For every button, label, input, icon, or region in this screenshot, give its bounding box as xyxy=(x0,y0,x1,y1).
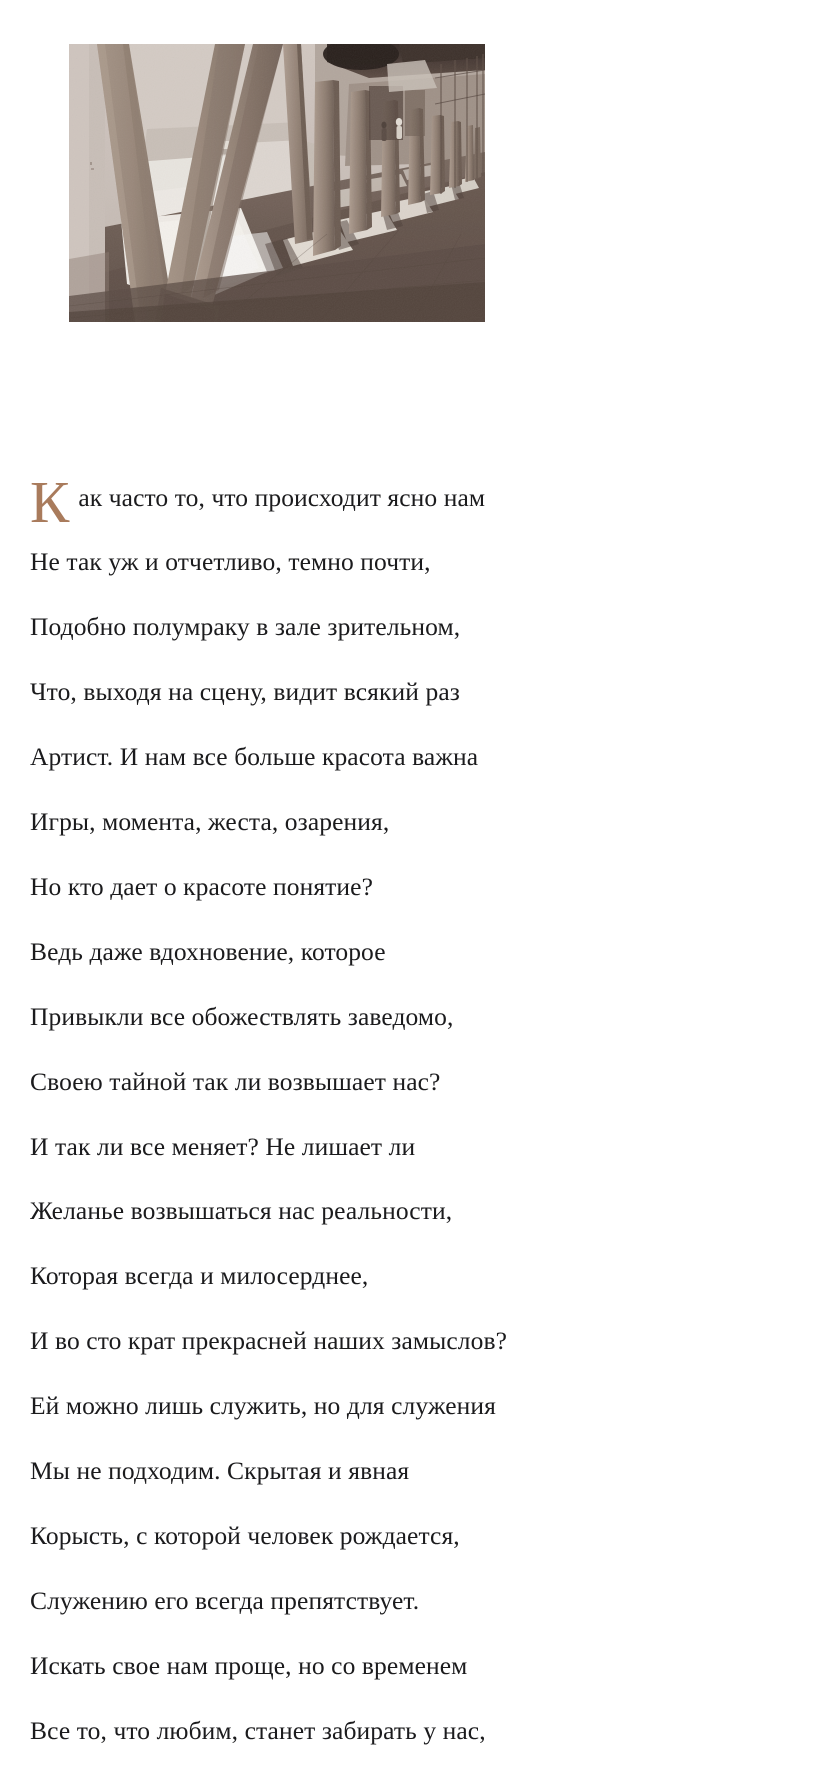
poem-line: Своею тайной так ли возвышает нас? xyxy=(30,1066,441,1096)
poem-line: И во сто крат прекрасней наших замыслов? xyxy=(30,1326,508,1356)
poem-line: Но кто дает о красоте понятие? xyxy=(30,871,374,901)
poem-line: Мы не подходим. Скрытая и явная xyxy=(30,1456,410,1486)
poem-line: Все то, что любим, станет забирать у нас, xyxy=(30,1715,486,1745)
poem-line: Ведь даже вдохновение, которое xyxy=(30,936,386,966)
poem-line: Служению его всегда препятствует. xyxy=(30,1585,420,1615)
arcade-photograph-canvas xyxy=(69,44,485,322)
poem-line: Подобно полумраку в зале зрительном, xyxy=(30,612,461,642)
poem-line: Ей можно лишь служить, но для служения xyxy=(30,1391,496,1421)
poem-line-text: ак часто то, что происходит ясно нам xyxy=(78,482,486,512)
poem-line: Которая всегда и милосерднее, xyxy=(30,1261,369,1291)
poem-line: Привыкли все обожествлять заведомо, xyxy=(30,1001,454,1031)
poem-body xyxy=(30,452,630,1776)
poem-line xyxy=(30,468,630,535)
poem-line: Искать свое нам проще, но со временем xyxy=(30,1650,468,1680)
poem-line: Не так уж и отчетливо, темно почти, xyxy=(30,547,431,577)
poem-line: И так ли все меняет? Не лишает ли xyxy=(30,1131,416,1161)
poem-line: Корысть, с которой человек рождается, xyxy=(30,1521,460,1550)
poem-line: Игры, момента, жеста, озарения, xyxy=(30,807,390,837)
poem-line: Желанье возвышаться нас реальности, xyxy=(30,1196,453,1226)
poem-line: Что, выходя на сцену, видит всякий раз xyxy=(30,677,460,707)
poem-line: Артист. И нам все больше красота важна xyxy=(30,742,479,772)
drop-cap: К xyxy=(30,468,70,535)
arcade-photograph xyxy=(69,44,485,322)
